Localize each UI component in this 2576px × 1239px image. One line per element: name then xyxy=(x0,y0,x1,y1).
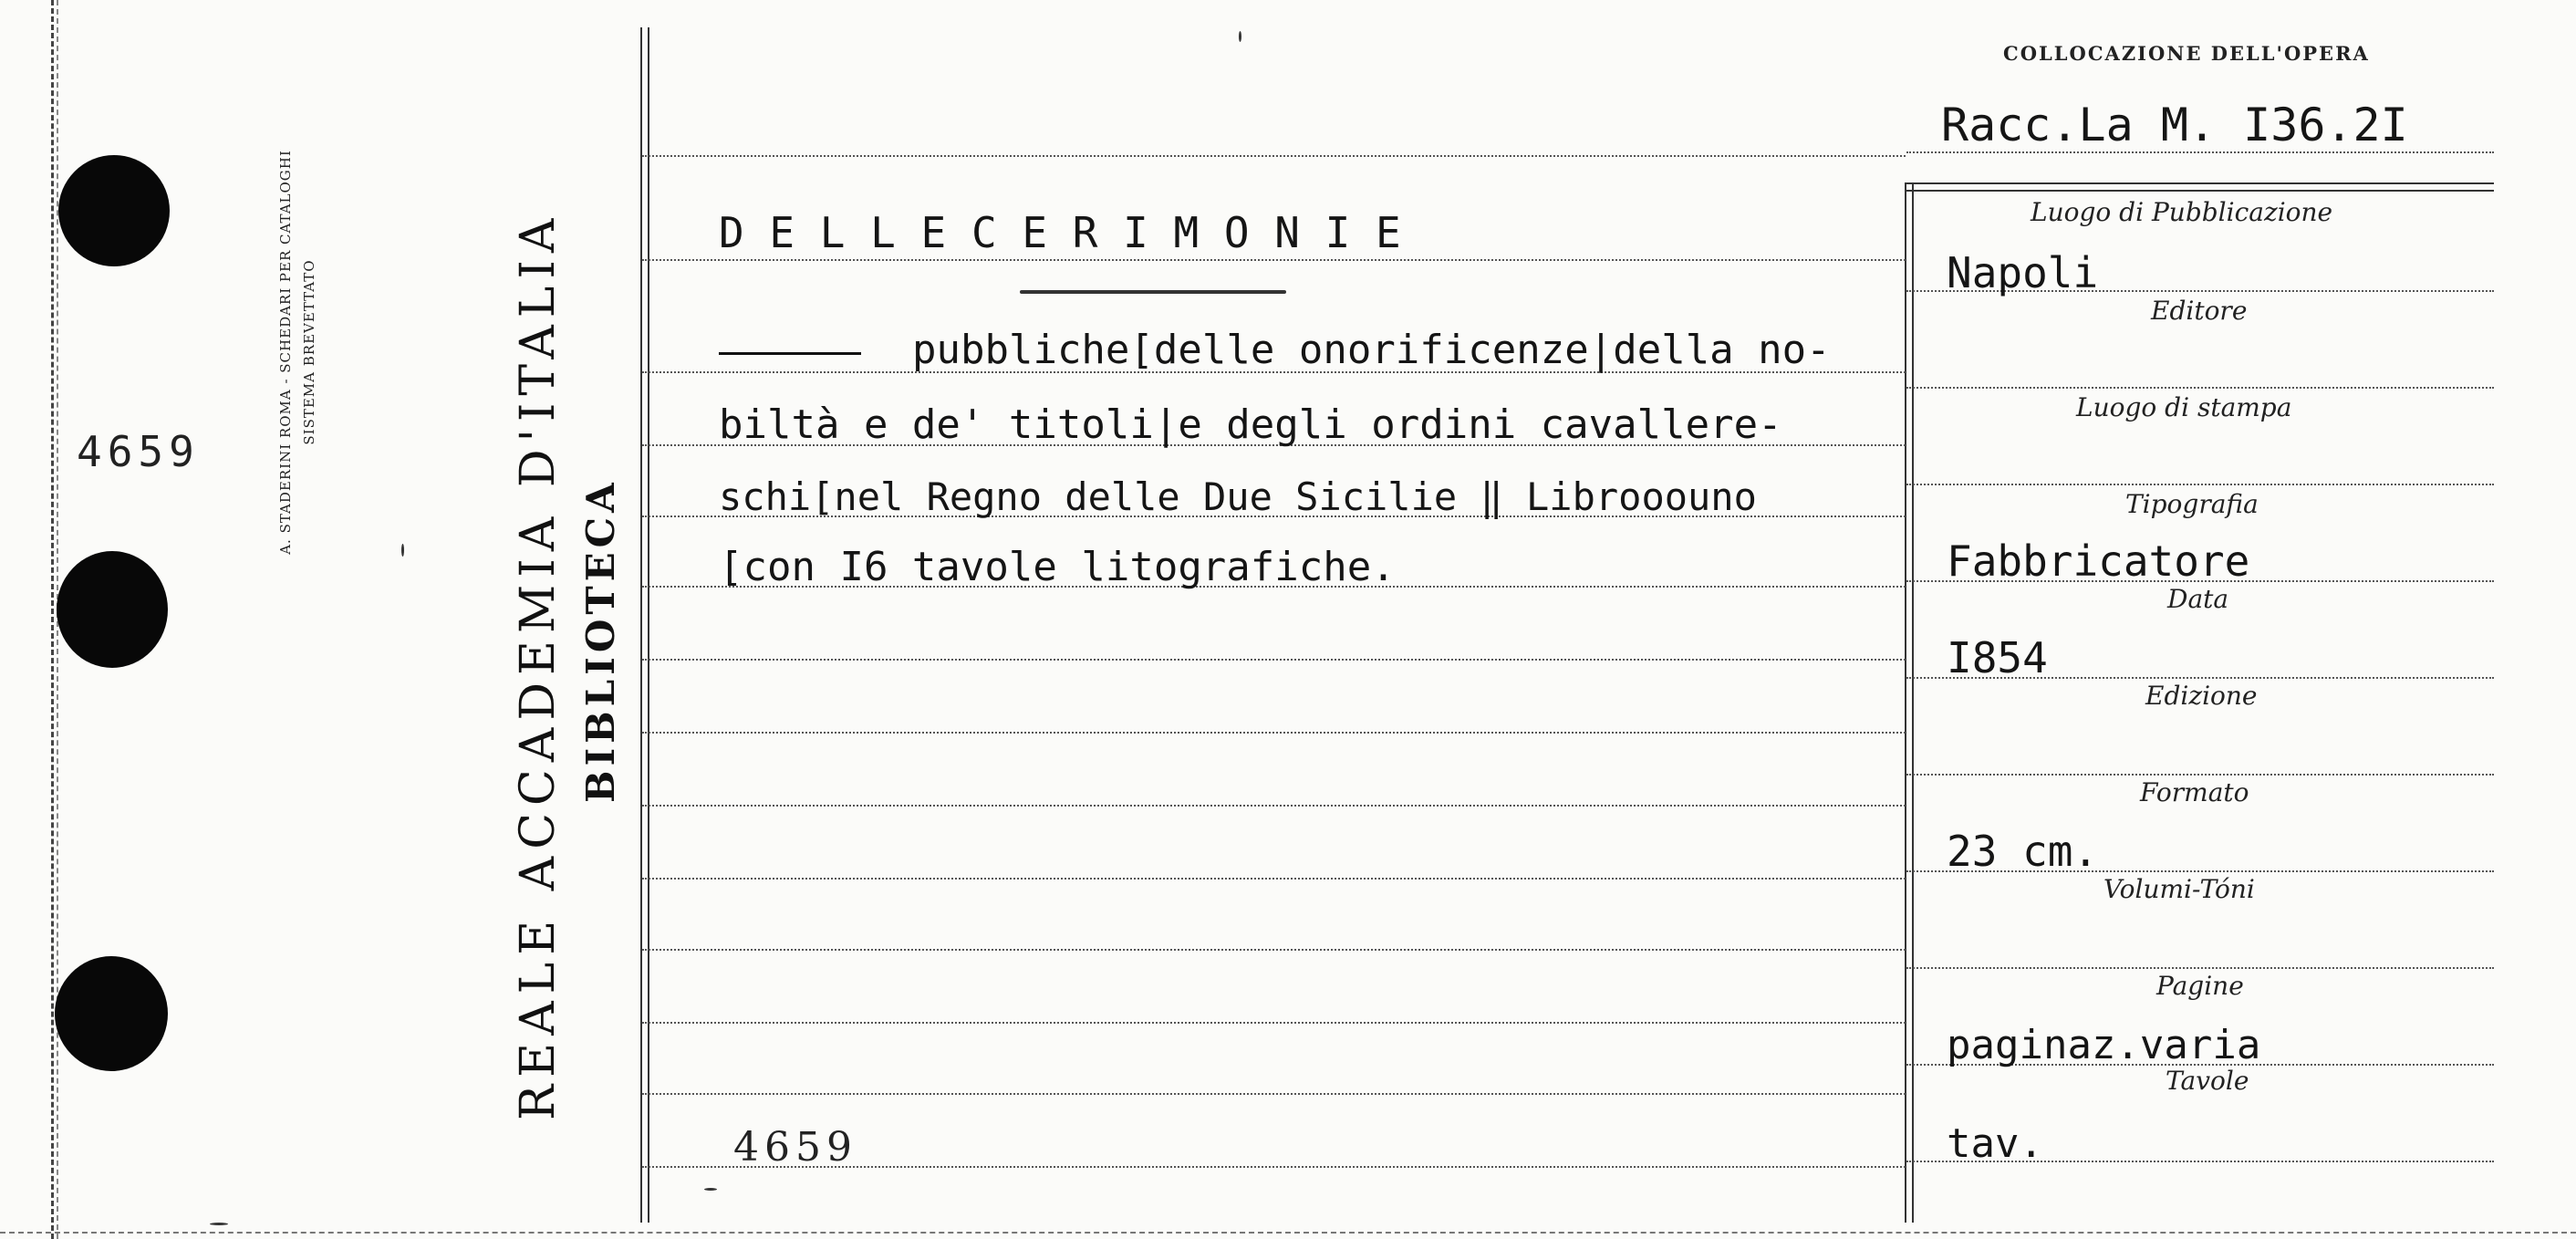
title-continuation-dash xyxy=(719,352,861,355)
ruled-line xyxy=(642,1093,1906,1095)
pagine-label: Pagine xyxy=(2156,971,2244,1001)
title-line-1: pubbliche[delle onorificenze|della no- xyxy=(912,327,1831,373)
field-line xyxy=(1906,967,2494,969)
shelf-mark: Racc.La M. I36.2I xyxy=(1941,99,2408,151)
serial-number-left: 4659 xyxy=(77,427,200,476)
tipografia-value: Fabbricatore xyxy=(1947,536,2250,586)
field-line xyxy=(1906,484,2494,485)
main-rule-left-2 xyxy=(648,27,649,1223)
perforated-edge xyxy=(51,0,54,1239)
main-rule-left xyxy=(640,27,642,1223)
field-column-rule-2 xyxy=(1912,184,1914,1223)
editore-label: Editore xyxy=(2151,296,2248,326)
ruled-line xyxy=(642,949,1906,951)
printer-line-2: SISTEMA BREVETTATO xyxy=(301,259,317,445)
luogo-pubblicazione-label: Luogo di Pubblicazione xyxy=(2031,197,2333,227)
field-column-rule xyxy=(1905,184,1906,1223)
printer-line-1: A. STADERINI ROMA - SCHEDARI PER CATALOGHI xyxy=(277,150,294,555)
data-value: I854 xyxy=(1947,633,2048,682)
volumi-tomi-label: Volumi-Tóni xyxy=(2103,874,2255,904)
field-line xyxy=(1906,774,2494,776)
ruled-line xyxy=(642,805,1906,807)
library-label: BIBLIOTECA xyxy=(578,478,623,803)
collocation-heading: COLLOCAZIONE DELL'OPERA xyxy=(2003,42,2370,65)
data-label: Data xyxy=(2167,584,2229,614)
dust-speck xyxy=(1239,31,1241,42)
pagine-value: paginaz.varia xyxy=(1947,1022,2261,1068)
title-line-4: [con I6 tavole litografiche. xyxy=(719,544,1396,590)
punch-hole-top xyxy=(58,155,170,266)
ruled-line xyxy=(642,259,1906,261)
title-underline xyxy=(1020,290,1286,294)
title-line-2: biltà e de' titoli|e degli ordini cavallere- xyxy=(719,401,1782,448)
printer-imprint xyxy=(274,78,321,626)
tavole-value: tav. xyxy=(1947,1120,2043,1167)
edizione-label: Edizione xyxy=(2145,681,2258,711)
title-heading: D E L L E C E R I M O N I E xyxy=(719,208,1401,257)
field-column-top-rule-2 xyxy=(1905,190,2494,192)
dust-speck xyxy=(704,1188,717,1191)
luogo-pubblicazione-value: Napoli xyxy=(1947,248,2099,297)
punch-hole-middle xyxy=(57,551,168,668)
tipografia-label: Tipografia xyxy=(2125,489,2259,519)
title-line-3: schi[nel Regno delle Due Sicilie ‖ Librooouno xyxy=(719,474,1757,519)
serial-number-bottom: 4659 xyxy=(733,1124,857,1171)
field-column-top-rule xyxy=(1905,182,2494,184)
ruled-line xyxy=(642,659,1906,661)
formato-label: Formato xyxy=(2140,777,2249,807)
ruled-line xyxy=(642,155,1906,157)
tavole-label: Tavole xyxy=(2166,1066,2249,1096)
academy-name: REALE ACCADEMIA D'ITALIA xyxy=(511,211,566,1120)
formato-value: 23 cm. xyxy=(1947,827,2099,876)
bottom-cut-line xyxy=(0,1232,2576,1234)
luogo-stampa-label: Luogo di stampa xyxy=(2076,392,2292,422)
ruled-line xyxy=(642,1022,1906,1024)
dust-speck xyxy=(401,544,404,557)
shelf-mark-line xyxy=(1906,151,2494,153)
field-line xyxy=(1906,387,2494,389)
ruled-line xyxy=(642,732,1906,734)
dust-speck xyxy=(210,1223,228,1225)
ruled-line xyxy=(642,878,1906,880)
punch-hole-bottom xyxy=(55,956,168,1071)
